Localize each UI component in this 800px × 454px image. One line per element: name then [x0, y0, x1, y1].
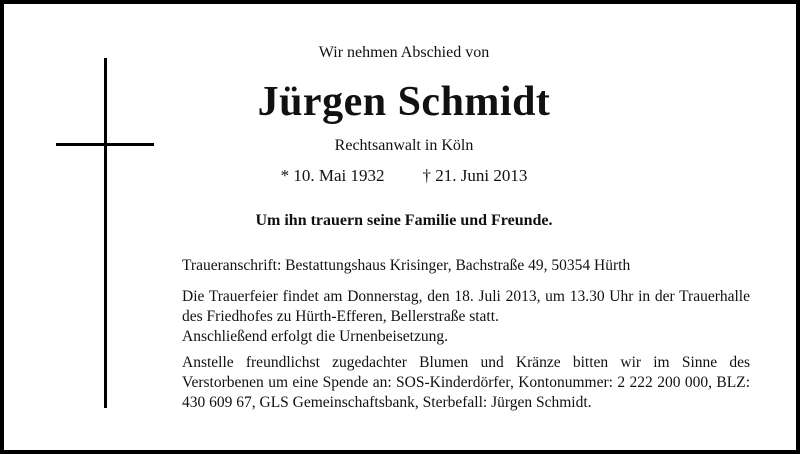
intro-text: Wir nehmen Abschied von: [318, 44, 490, 61]
burial-text: Anschließend erfolgt die Urnenbeisetzung.: [182, 328, 448, 345]
profession-text: Rechtsanwalt in Köln: [334, 137, 474, 154]
ceremony-section: [182, 287, 750, 347]
deceased-name: Jürgen Schmidt: [257, 79, 551, 125]
mourning-address: [182, 256, 750, 276]
ceremony-text: Die Trauerfeier findet am Donnerstag, den 18. Juli 2013, um 13.30 Uhr in der Trauerhalle des Friedhofes zu Hürth-Efferen, Bellerstraße statt.: [182, 288, 750, 325]
donation-section: [182, 353, 750, 413]
donation-text: Anstelle freundlichst zugedachter Blumen und Kränze bitten wir im Sinne des Verstorbenen um eine Spende an: SOS-Kinderdörfer, Kontonummer: 2 222 200 000, BLZ: 430 609 67, GLS Gemeinschaftsbank, Sterbefall: Jürgen Schmidt.: [182, 354, 750, 411]
life-dates: [4, 166, 800, 186]
birth-date: * 10. Mai 1932: [280, 166, 385, 185]
death-date: † 21. Juni 2013: [422, 166, 528, 185]
mourners-text: Um ihn trauern seine Familie und Freunde.: [255, 212, 553, 229]
address-text: Traueranschrift: Bestattungshaus Krisinger, Bachstraße 49, 50354 Hürth: [182, 257, 631, 274]
